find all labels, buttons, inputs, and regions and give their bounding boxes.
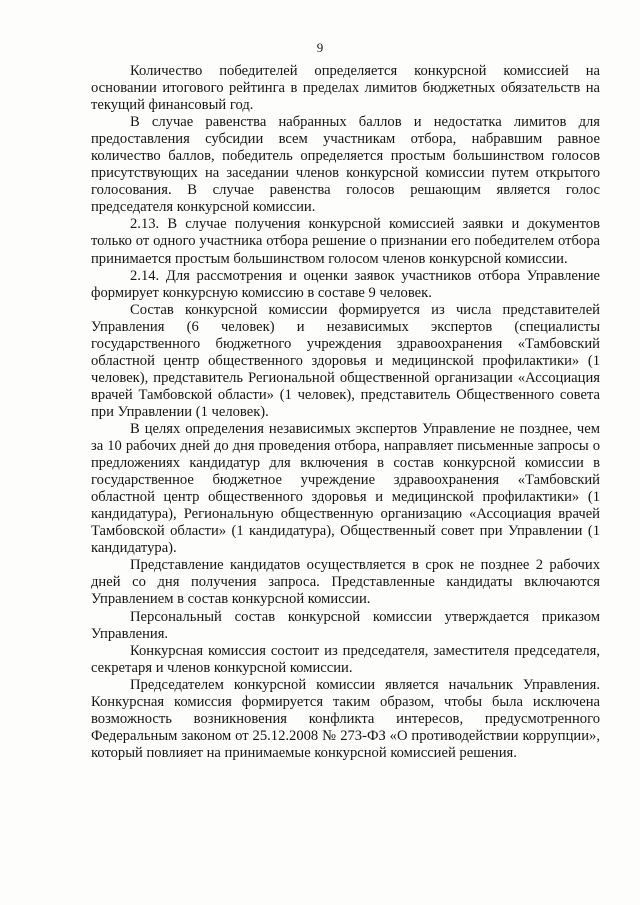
paragraph-chairman-conflict: Председателем конкурсной комиссии является начальник Управления. Конкурсная комиссия формируется таким образом, чтобы была исключена возможность возникновения конфликта интересов, предусмотренного Федеральным законом от 25.12.2008 № 273-ФЗ «О противодействии коррупции», который повлияет на принимаемые конкурсной комиссией решения. xyxy=(91,676,600,761)
page-number: 9 xyxy=(316,40,324,55)
paragraph-commission-members: Конкурсная комиссия состоит из председателя, заместителя председателя, секретаря и членов конкурсной комиссии. xyxy=(91,642,600,676)
paragraph-tie-vote: В случае равенства набранных баллов и недостатка лимитов для предоставления субсидии всем участникам отбора, набравшим равное количество баллов, победитель определяется простым большинством голосов присутствующих на заседании членов конкурсной комиссии путем открытого голосования. В случае равенства голосов решающим является голос председателя конкурсной комиссии. xyxy=(91,114,600,216)
paragraph-2-13: 2.13. В случае получения конкурсной комиссией заявки и документов только от одного участника отбора решение о признании его победителем отбора принимается простым большинством голосом членов конкурсной комиссии. xyxy=(91,216,600,267)
paragraph-independent-experts: В целях определения независимых экспертов Управление не позднее, чем за 10 рабочих дней до дня проведения отбора, направляет письменные запросы о предложениях кандидатур для включения в состав конкурсной комиссии в государственное бюджетное учреждение здравоохранения «Тамбовский областной центр общественного здоровья и медицинской профилактики» (1 кандидатура), Региональную общественную организацию «Ассоциация врачей Тамбовской области» (1 кандидатура), Общественный совет при Управлении (1 кандидатура). xyxy=(91,420,600,557)
paragraph-candidate-submission: Представление кандидатов осуществляется в срок не позднее 2 рабочих дней со дня получения запроса. Представленные кандидаты включаются Управлением в состав конкурсной комиссии. xyxy=(91,557,600,608)
paragraph-2-14: 2.14. Для рассмотрения и оценки заявок участников отбора Управление формирует конкурсную комиссию в составе 9 человек. xyxy=(91,267,600,301)
paragraph-personal-composition: Персональный состав конкурсной комиссии утверждается приказом Управления. xyxy=(91,608,600,642)
document-body xyxy=(91,63,600,762)
paragraph-winners-count: Количество победителей определяется конкурсной комиссией на основании итогового рейтинга в пределах лимитов бюджетных обязательств на текущий финансовый год. xyxy=(91,63,600,114)
paragraph-commission-composition: Состав конкурсной комиссии формируется из числа представителей Управления (6 человек) и независимых экспертов (специалисты государственного бюджетного учреждения здравоохранения «Тамбовский областной центр общественного здоровья и медицинской профилактики» (1 человек), представитель Региональной общественной организации «Ассоциация врачей Тамбовской области» (1 человек), представитель Общественного совета при Управлении (1 человек). xyxy=(91,301,600,420)
